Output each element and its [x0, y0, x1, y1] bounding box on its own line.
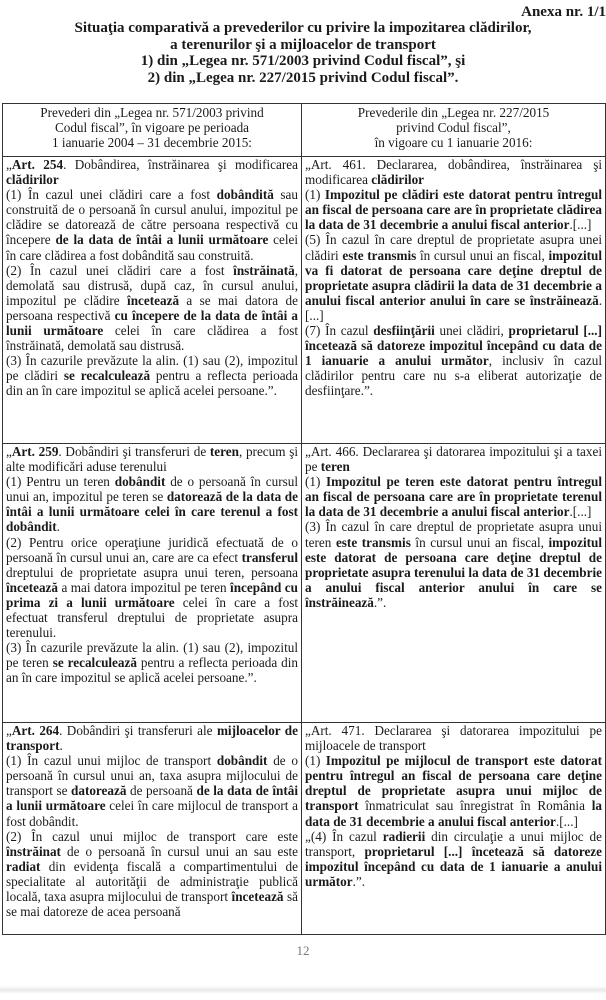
paragraph	[6, 157, 298, 187]
paragraph	[6, 535, 298, 641]
paragraph	[6, 187, 298, 262]
text: dreptului de proprietate asupra unui teren, persoana	[6, 564, 298, 580]
text: celei în care a fost efectuat transferul dreptului de proprietate asupra terenului.	[6, 594, 299, 641]
bold-text: Impozitul pe teren este datorat pentru întregul an fiscal de persoana care are în proprietate terenul la data de 31 decembrie a anului fiscal anterior	[305, 474, 602, 520]
bold-text: teren	[209, 444, 239, 459]
bold-text: Art. 259	[11, 444, 59, 459]
text: de o persoană în cursul unui an sau este	[60, 843, 298, 859]
bold-text: proprietarul [...] încetează să datoreze impozitul începând cu data de 1 ianuarie a anului următor	[305, 843, 602, 889]
text: (1)	[305, 187, 325, 203]
paragraph	[305, 187, 602, 232]
cell-old-art-264	[3, 723, 302, 935]
text: .	[59, 738, 63, 754]
header-line: Prevederile din „Legea nr. 227/2015	[357, 105, 550, 120]
paragraph	[305, 323, 602, 398]
table-row-transport	[3, 723, 606, 935]
text: .”.	[352, 873, 366, 889]
header-line: Prevederi din „Legea nr. 571/2003 privind	[40, 105, 264, 120]
text: , demolată sau distrusă, după caz, în cursul anului, impozitul pe clădire	[6, 262, 298, 308]
paragraph	[305, 444, 602, 474]
header-line: 1 ianuarie 2004 – 31 decembrie 2015:	[52, 135, 252, 151]
paragraph	[6, 263, 298, 354]
bold-text: desfiinţării	[373, 323, 435, 339]
text: „	[6, 723, 12, 738]
bold-text: proprietarul [...] încetează să datoreze impozitul începând cu data de 1 ianuarie a anului următor	[305, 323, 602, 369]
text: celei în care clădirea a fost dobândită sau construită.	[6, 232, 299, 263]
text: să se mai datoreze de acea persoană	[6, 889, 298, 920]
text: de o persoană în cursul unui an, impozitul pe teren se	[6, 474, 298, 505]
bold-text: de la data de întâi a lunii următoare	[55, 232, 269, 248]
header-line: Codul fiscal”, în vigoare pe perioada	[54, 120, 250, 136]
bold-text: teren	[320, 459, 350, 475]
text: „Art. 461. Declararea, dobândirea, înstrăinarea şi modificarea	[305, 157, 602, 188]
bold-text: se recalculează	[63, 368, 151, 384]
text: „	[6, 444, 12, 459]
text: (1) Pentru un teren	[6, 474, 115, 490]
text: „Art. 466. Declararea şi datorarea impozitului şi a taxei pe	[305, 444, 602, 475]
cell-new-art-471	[302, 723, 606, 935]
bold-text: clădirilor	[6, 172, 59, 188]
text: , precum şi alte modificări aduse terenului	[6, 444, 298, 475]
bold-text: cu începere de la data de întâi a lunii următoare	[6, 307, 298, 339]
bold-text: înstrăinată	[233, 262, 295, 278]
text: „(4) În cazul	[305, 828, 383, 844]
bold-text: încetează	[127, 292, 180, 308]
paragraph	[305, 829, 602, 889]
text: (2) În cazul unei clădiri care a fost	[6, 262, 234, 278]
bold-text: înstrăinat	[6, 843, 61, 859]
table-row-buildings	[3, 157, 606, 444]
header-old-law	[3, 104, 302, 157]
text: în cursul unui an fiscal,	[410, 534, 549, 550]
cell-old-art-254	[3, 157, 302, 444]
paragraph	[305, 519, 602, 610]
text: (3) În cazurile prevăzute la alin. (1) sau (2), impozitul pe teren	[6, 640, 298, 671]
paragraph	[6, 640, 298, 685]
text: (7) În cazul	[305, 323, 374, 339]
text: pentru a reflecta perioada din an în care impozitul se aplică acelei persoane.”.	[6, 368, 298, 399]
bold-text: dobândit	[216, 753, 268, 769]
table-row-land	[3, 444, 606, 723]
table-header-row	[3, 104, 606, 157]
bold-text: încetează	[231, 889, 284, 905]
text: (1)	[305, 474, 326, 490]
paragraph	[6, 753, 298, 828]
text: a mai datora impozitul pe teren	[58, 579, 231, 595]
bold-text: la data de 31 decembrie a anului fiscal anterior	[305, 798, 602, 829]
text: „	[6, 157, 12, 172]
bold-text: datorează de la data de întâi a lunii următoare celei în care terenul a fost dobândit	[6, 489, 298, 535]
title-line: Situaţia comparativă a prevederilor cu privire la impozitarea clădirilor,	[74, 20, 532, 36]
bold-text: dobândită	[216, 187, 274, 203]
text: (2) Pentru orice operaţiune juridică efectuată de o persoană în cursul unui an, care are ca efect	[6, 534, 298, 565]
bold-text: radierii	[382, 828, 426, 844]
text: de o persoană în cursul unui an, taxa asupra mijlocului de transport se	[6, 753, 298, 799]
title-line: a terenurilor şi a mijloacelor de transport	[170, 36, 436, 53]
paragraph	[305, 723, 602, 753]
title-line: 2) din „Legea nr. 227/2015 privind Codul fiscal”.	[147, 69, 459, 86]
text: .	[56, 519, 60, 535]
bold-text: radiat	[6, 858, 41, 874]
page-bottom-edge	[0, 986, 606, 994]
bold-text: se recalculează	[52, 655, 137, 671]
bold-text: încetează	[6, 579, 58, 595]
page-number: 12	[296, 943, 310, 958]
bold-text: clădirilor	[371, 172, 425, 188]
header-line: privind Codul fiscal”,	[396, 120, 511, 136]
bold-text: mijloacelor de transport	[6, 723, 298, 754]
text: pentru a reflecta perioada din an în care impozitul se aplică acelei persoane.”.	[6, 655, 299, 686]
text: .[...]	[555, 813, 578, 829]
text: .[...]	[569, 217, 592, 233]
bold-text: Impozitul pe mijlocul de transport este datorat pentru întregul an fiscal de persoana care deţine dreptul de proprietate asupra unui mijloc de transport	[305, 753, 602, 814]
paragraph	[305, 157, 602, 187]
bold-text: este transmis	[342, 247, 417, 263]
text: de persoană	[126, 783, 197, 799]
header-new-law	[302, 104, 606, 157]
text: .”.	[373, 594, 387, 610]
text: .[...]	[305, 292, 602, 323]
text: .[...]	[569, 504, 592, 520]
bold-text: impozitul este datorat de persoana care deţine dreptul de proprietate asupra terenului la data de 31 decembrie a anului fiscal anterior anului în care se înstrăinează	[305, 534, 602, 610]
text: din evidenţa fiscală a compartimentului de specialitate al autorităţii de administraţie publică locală, taxa asupra mijlocului de transport	[6, 858, 298, 905]
comparison-table	[2, 103, 606, 935]
text: în cursul unui an fiscal,	[416, 247, 549, 263]
paragraph	[305, 474, 602, 519]
bold-text: Art. 254	[11, 157, 64, 172]
document-title	[0, 20, 606, 86]
paragraph	[6, 444, 298, 474]
cell-old-art-259	[3, 444, 302, 723]
text: (1) În cazul unui mijloc de transport	[6, 753, 217, 769]
header-line: în vigoare cu 1 ianuarie 2016:	[374, 135, 533, 151]
bold-text: dobândit	[114, 474, 166, 490]
paragraph	[6, 723, 298, 753]
text: înmatriculat sau înregistrat în România	[358, 798, 592, 814]
text: (2) În cazul unui mijloc de transport care este	[6, 828, 298, 844]
paragraph	[6, 829, 298, 920]
paragraph	[6, 474, 298, 534]
paragraph	[305, 753, 602, 828]
text: (5) În cazul în care dreptul de proprietate asupra unei clădiri	[305, 232, 602, 263]
annex-label: Anexa nr. 1/1	[521, 4, 606, 20]
text: (3) În cazurile prevăzute la alin. (1) sau (2), impozitul pe clădiri	[6, 353, 298, 384]
text: (3) În cazul în care dreptul de proprietate asupra unui teren	[305, 519, 602, 550]
text: unei clădiri,	[434, 323, 509, 339]
text: (1)	[305, 753, 326, 769]
bold-text: începând cu prima zi a lunii următoare	[6, 579, 298, 610]
text: sau construită de o persoană în cursul anului, impozitul pe clădire se datorează de către persoana respectivă cu începere	[6, 187, 298, 248]
cell-new-art-466	[302, 444, 606, 723]
text: din circulaţie a unui mijloc de transport,	[305, 828, 602, 859]
bold-text: Art. 264	[11, 723, 60, 738]
paragraph	[305, 232, 602, 323]
bold-text: datorează	[71, 783, 127, 799]
bold-text: Impozitul pe clădiri este datorat pentru întregul an fiscal de persoana care are în proprietate clădirea la data de 31 decembrie a anului fiscal anterior	[305, 187, 602, 233]
text: , inclusiv în cazul clădirilor pentru care nu s-a eliberat autorizaţie de desfiinţare.”.	[305, 353, 603, 399]
text: a se mai datora de persoana respectivă	[6, 292, 298, 323]
text: (1) În cazul unei clădiri care a fost	[6, 187, 217, 203]
bold-text: transferul	[241, 549, 298, 565]
text: „Art. 471. Declararea şi datorarea impozitului pe mijloacele de transport	[305, 723, 602, 754]
bold-text: este transmis	[335, 534, 411, 550]
bold-text: impozitul va fi datorat de persoana care deţine dreptul de proprietate asupra clădirii la data de 31 decembrie a anului fiscal anterior anului în care se înstrăinează	[305, 247, 602, 308]
text: celei în care mijlocul de transport a fost dobândit.	[6, 798, 298, 829]
paragraph	[6, 353, 298, 398]
text: . Dobândiri şi transferuri de	[58, 444, 210, 459]
text: celei în care clădirea a fost înstrăinată, demolată sau distrusă.	[6, 323, 298, 354]
cell-new-art-461	[302, 157, 606, 444]
bold-text: de la data de întâi a lunii următoare	[6, 783, 298, 814]
title-line: 1) din „Legea nr. 571/2003 privind Codul fiscal”, şi	[140, 53, 466, 69]
text: . Dobândiri şi transferuri ale	[59, 723, 217, 738]
text: . Dobândirea, înstrăinarea şi modificarea	[63, 157, 298, 172]
